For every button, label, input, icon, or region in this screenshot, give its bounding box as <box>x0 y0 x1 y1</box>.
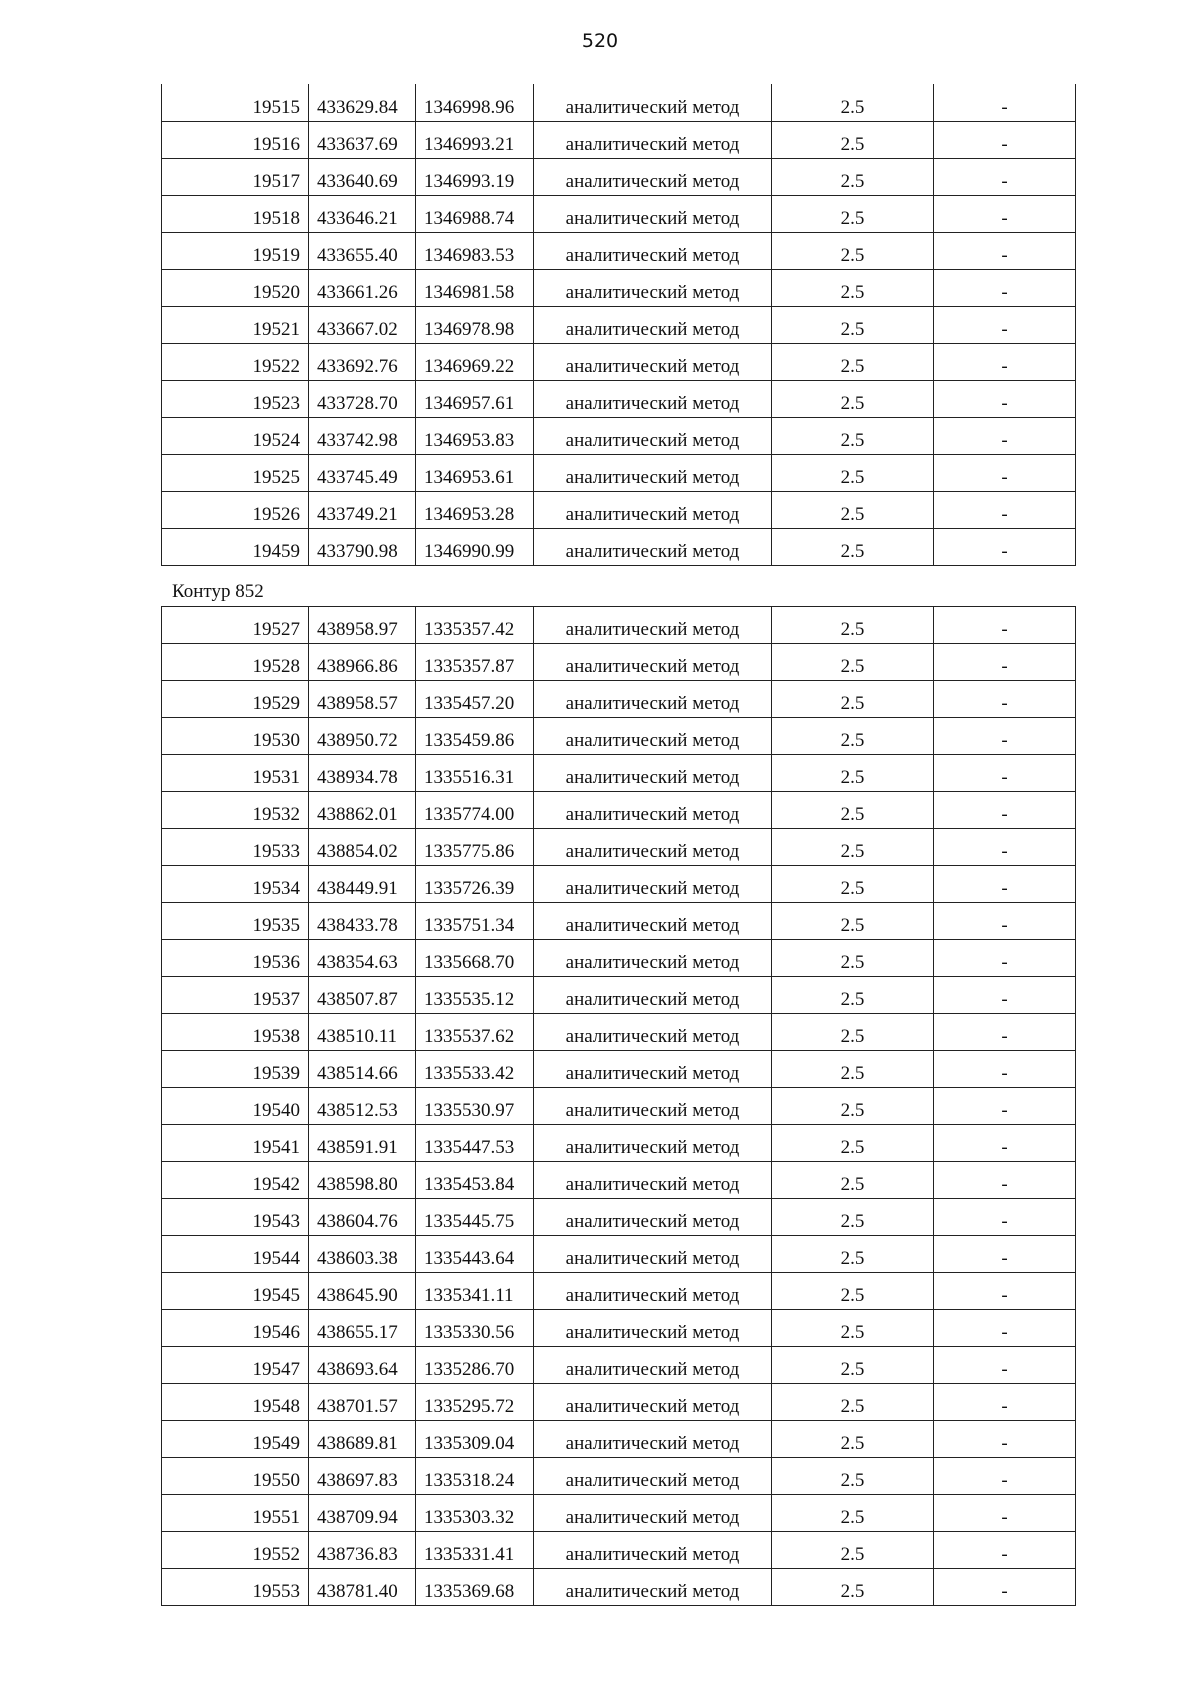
y-coordinate-cell: 1335330.56 <box>416 1310 534 1347</box>
x-coordinate-cell: 438709.94 <box>309 1495 416 1532</box>
x-coordinate-cell: 438603.38 <box>309 1236 416 1273</box>
x-coordinate-cell: 438781.40 <box>309 1569 416 1606</box>
method-cell: аналитический метод <box>534 718 772 755</box>
x-coordinate-cell: 433629.84 <box>309 84 416 121</box>
point-number-cell: 19546 <box>162 1310 309 1347</box>
y-coordinate-cell: 1346998.96 <box>416 84 534 121</box>
point-number-cell: 19539 <box>162 1051 309 1088</box>
accuracy-cell: 2.5 <box>772 343 934 380</box>
table-row <box>162 1125 1076 1162</box>
accuracy-cell: 2.5 <box>772 1236 934 1273</box>
coordinates-table-body <box>162 607 1076 1606</box>
point-number-cell: 19521 <box>162 306 309 343</box>
description-cell: - <box>934 1162 1076 1199</box>
x-coordinate-cell: 438854.02 <box>309 829 416 866</box>
coordinates-table-contour-852 <box>161 606 1076 1606</box>
table-row <box>162 158 1076 195</box>
accuracy-cell: 2.5 <box>772 903 934 940</box>
y-coordinate-cell: 1346953.61 <box>416 454 534 491</box>
point-number-cell: 19537 <box>162 977 309 1014</box>
x-coordinate-cell: 433692.76 <box>309 343 416 380</box>
point-number-cell: 19549 <box>162 1421 309 1458</box>
method-cell: аналитический метод <box>534 1125 772 1162</box>
method-cell: аналитический метод <box>534 1014 772 1051</box>
y-coordinate-cell: 1335533.42 <box>416 1051 534 1088</box>
accuracy-cell: 2.5 <box>772 306 934 343</box>
accuracy-cell: 2.5 <box>772 380 934 417</box>
y-coordinate-cell: 1335286.70 <box>416 1347 534 1384</box>
description-cell: - <box>934 866 1076 903</box>
x-coordinate-cell: 438701.57 <box>309 1384 416 1421</box>
method-cell: аналитический метод <box>534 84 772 121</box>
description-cell: - <box>934 829 1076 866</box>
point-number-cell: 19459 <box>162 528 309 565</box>
accuracy-cell: 2.5 <box>772 195 934 232</box>
description-cell: - <box>934 940 1076 977</box>
y-coordinate-cell: 1346993.21 <box>416 121 534 158</box>
method-cell: аналитический метод <box>534 681 772 718</box>
x-coordinate-cell: 438449.91 <box>309 866 416 903</box>
y-coordinate-cell: 1335357.42 <box>416 607 534 644</box>
y-coordinate-cell: 1335774.00 <box>416 792 534 829</box>
description-cell: - <box>934 755 1076 792</box>
accuracy-cell: 2.5 <box>772 1310 934 1347</box>
x-coordinate-cell: 438604.76 <box>309 1199 416 1236</box>
table-row <box>162 718 1076 755</box>
x-coordinate-cell: 438512.53 <box>309 1088 416 1125</box>
y-coordinate-cell: 1346978.98 <box>416 306 534 343</box>
table-row <box>162 755 1076 792</box>
table-row <box>162 1162 1076 1199</box>
table-row <box>162 195 1076 232</box>
y-coordinate-cell: 1335457.20 <box>416 681 534 718</box>
table-row <box>162 1051 1076 1088</box>
description-cell: - <box>934 380 1076 417</box>
method-cell: аналитический метод <box>534 644 772 681</box>
y-coordinate-cell: 1335309.04 <box>416 1421 534 1458</box>
description-cell: - <box>934 1421 1076 1458</box>
x-coordinate-cell: 433790.98 <box>309 528 416 565</box>
method-cell: аналитический метод <box>534 1088 772 1125</box>
table-row <box>162 1532 1076 1569</box>
y-coordinate-cell: 1346981.58 <box>416 269 534 306</box>
point-number-cell: 19547 <box>162 1347 309 1384</box>
x-coordinate-cell: 433661.26 <box>309 269 416 306</box>
method-cell: аналитический метод <box>534 1458 772 1495</box>
accuracy-cell: 2.5 <box>772 718 934 755</box>
description-cell: - <box>934 232 1076 269</box>
point-number-cell: 19523 <box>162 380 309 417</box>
x-coordinate-cell: 438645.90 <box>309 1273 416 1310</box>
table-row <box>162 1014 1076 1051</box>
accuracy-cell: 2.5 <box>772 1347 934 1384</box>
description-cell: - <box>934 1347 1076 1384</box>
method-cell: аналитический метод <box>534 232 772 269</box>
description-cell: - <box>934 1384 1076 1421</box>
table-row <box>162 454 1076 491</box>
y-coordinate-cell: 1346953.28 <box>416 491 534 528</box>
table-row <box>162 269 1076 306</box>
x-coordinate-cell: 433655.40 <box>309 232 416 269</box>
accuracy-cell: 2.5 <box>772 644 934 681</box>
method-cell: аналитический метод <box>534 940 772 977</box>
table-row <box>162 1310 1076 1347</box>
accuracy-cell: 2.5 <box>772 977 934 1014</box>
accuracy-cell: 2.5 <box>772 1051 934 1088</box>
x-coordinate-cell: 433640.69 <box>309 158 416 195</box>
method-cell: аналитический метод <box>534 607 772 644</box>
description-cell: - <box>934 1458 1076 1495</box>
method-cell: аналитический метод <box>534 1310 772 1347</box>
table-row <box>162 1384 1076 1421</box>
y-coordinate-cell: 1335443.64 <box>416 1236 534 1273</box>
y-coordinate-cell: 1346983.53 <box>416 232 534 269</box>
x-coordinate-cell: 438950.72 <box>309 718 416 755</box>
x-coordinate-cell: 433637.69 <box>309 121 416 158</box>
method-cell: аналитический метод <box>534 454 772 491</box>
description-cell: - <box>934 1014 1076 1051</box>
description-cell: - <box>934 644 1076 681</box>
y-coordinate-cell: 1335726.39 <box>416 866 534 903</box>
coordinates-table-continued <box>161 84 1076 566</box>
accuracy-cell: 2.5 <box>772 792 934 829</box>
accuracy-cell: 2.5 <box>772 755 934 792</box>
accuracy-cell: 2.5 <box>772 1384 934 1421</box>
accuracy-cell: 2.5 <box>772 1014 934 1051</box>
description-cell: - <box>934 269 1076 306</box>
table-row <box>162 343 1076 380</box>
method-cell: аналитический метод <box>534 1273 772 1310</box>
accuracy-cell: 2.5 <box>772 1569 934 1606</box>
x-coordinate-cell: 438689.81 <box>309 1421 416 1458</box>
description-cell: - <box>934 1532 1076 1569</box>
y-coordinate-cell: 1335445.75 <box>416 1199 534 1236</box>
description-cell: - <box>934 1051 1076 1088</box>
description-cell: - <box>934 607 1076 644</box>
table-row <box>162 903 1076 940</box>
method-cell: аналитический метод <box>534 1162 772 1199</box>
y-coordinate-cell: 1346969.22 <box>416 343 534 380</box>
table-row <box>162 306 1076 343</box>
accuracy-cell: 2.5 <box>772 84 934 121</box>
description-cell: - <box>934 977 1076 1014</box>
accuracy-cell: 2.5 <box>772 1421 934 1458</box>
y-coordinate-cell: 1335535.12 <box>416 977 534 1014</box>
point-number-cell: 19515 <box>162 84 309 121</box>
point-number-cell: 19535 <box>162 903 309 940</box>
description-cell: - <box>934 1199 1076 1236</box>
description-cell: - <box>934 528 1076 565</box>
x-coordinate-cell: 433646.21 <box>309 195 416 232</box>
point-number-cell: 19538 <box>162 1014 309 1051</box>
point-number-cell: 19544 <box>162 1236 309 1273</box>
point-number-cell: 19543 <box>162 1199 309 1236</box>
method-cell: аналитический метод <box>534 1495 772 1532</box>
x-coordinate-cell: 438934.78 <box>309 755 416 792</box>
method-cell: аналитический метод <box>534 1384 772 1421</box>
method-cell: аналитический метод <box>534 1421 772 1458</box>
point-number-cell: 19550 <box>162 1458 309 1495</box>
accuracy-cell: 2.5 <box>772 1162 934 1199</box>
y-coordinate-cell: 1335447.53 <box>416 1125 534 1162</box>
table-row <box>162 1199 1076 1236</box>
point-number-cell: 19536 <box>162 940 309 977</box>
y-coordinate-cell: 1346953.83 <box>416 417 534 454</box>
table-row <box>162 232 1076 269</box>
point-number-cell: 19542 <box>162 1162 309 1199</box>
method-cell: аналитический метод <box>534 829 772 866</box>
table-row <box>162 84 1076 121</box>
x-coordinate-cell: 433728.70 <box>309 380 416 417</box>
method-cell: аналитический метод <box>534 306 772 343</box>
table-row <box>162 1421 1076 1458</box>
method-cell: аналитический метод <box>534 380 772 417</box>
x-coordinate-cell: 438958.57 <box>309 681 416 718</box>
y-coordinate-cell: 1335516.31 <box>416 755 534 792</box>
method-cell: аналитический метод <box>534 1569 772 1606</box>
description-cell: - <box>934 454 1076 491</box>
accuracy-cell: 2.5 <box>772 681 934 718</box>
description-cell: - <box>934 1310 1076 1347</box>
point-number-cell: 19516 <box>162 121 309 158</box>
method-cell: аналитический метод <box>534 491 772 528</box>
table-row <box>162 644 1076 681</box>
method-cell: аналитический метод <box>534 343 772 380</box>
method-cell: аналитический метод <box>534 1199 772 1236</box>
table-row <box>162 380 1076 417</box>
y-coordinate-cell: 1346990.99 <box>416 528 534 565</box>
y-coordinate-cell: 1335668.70 <box>416 940 534 977</box>
x-coordinate-cell: 438655.17 <box>309 1310 416 1347</box>
table-row <box>162 681 1076 718</box>
point-number-cell: 19548 <box>162 1384 309 1421</box>
point-number-cell: 19522 <box>162 343 309 380</box>
description-cell: - <box>934 718 1076 755</box>
method-cell: аналитический метод <box>534 417 772 454</box>
point-number-cell: 19541 <box>162 1125 309 1162</box>
table-row <box>162 866 1076 903</box>
x-coordinate-cell: 433749.21 <box>309 491 416 528</box>
y-coordinate-cell: 1335775.86 <box>416 829 534 866</box>
description-cell: - <box>934 1088 1076 1125</box>
x-coordinate-cell: 438354.63 <box>309 940 416 977</box>
accuracy-cell: 2.5 <box>772 158 934 195</box>
point-number-cell: 19553 <box>162 1569 309 1606</box>
x-coordinate-cell: 438591.91 <box>309 1125 416 1162</box>
accuracy-cell: 2.5 <box>772 1088 934 1125</box>
x-coordinate-cell: 438598.80 <box>309 1162 416 1199</box>
accuracy-cell: 2.5 <box>772 829 934 866</box>
description-cell: - <box>934 1495 1076 1532</box>
contour-label: Контур 852 <box>172 581 264 602</box>
y-coordinate-cell: 1335295.72 <box>416 1384 534 1421</box>
x-coordinate-cell: 433742.98 <box>309 417 416 454</box>
accuracy-cell: 2.5 <box>772 232 934 269</box>
y-coordinate-cell: 1346993.19 <box>416 158 534 195</box>
description-cell: - <box>934 1569 1076 1606</box>
x-coordinate-cell: 438736.83 <box>309 1532 416 1569</box>
y-coordinate-cell: 1335331.41 <box>416 1532 534 1569</box>
x-coordinate-cell: 438514.66 <box>309 1051 416 1088</box>
x-coordinate-cell: 438862.01 <box>309 792 416 829</box>
method-cell: аналитический метод <box>534 1347 772 1384</box>
table-row <box>162 1569 1076 1606</box>
accuracy-cell: 2.5 <box>772 417 934 454</box>
point-number-cell: 19545 <box>162 1273 309 1310</box>
y-coordinate-cell: 1335318.24 <box>416 1458 534 1495</box>
description-cell: - <box>934 84 1076 121</box>
point-number-cell: 19520 <box>162 269 309 306</box>
accuracy-cell: 2.5 <box>772 454 934 491</box>
table-row <box>162 1236 1076 1273</box>
point-number-cell: 19526 <box>162 491 309 528</box>
table-row <box>162 121 1076 158</box>
method-cell: аналитический метод <box>534 195 772 232</box>
accuracy-cell: 2.5 <box>772 1125 934 1162</box>
description-cell: - <box>934 158 1076 195</box>
description-cell: - <box>934 343 1076 380</box>
y-coordinate-cell: 1335369.68 <box>416 1569 534 1606</box>
accuracy-cell: 2.5 <box>772 1199 934 1236</box>
point-number-cell: 19518 <box>162 195 309 232</box>
method-cell: аналитический метод <box>534 158 772 195</box>
page-number: 520 <box>581 30 619 52</box>
description-cell: - <box>934 792 1076 829</box>
point-number-cell: 19527 <box>162 607 309 644</box>
point-number-cell: 19524 <box>162 417 309 454</box>
accuracy-cell: 2.5 <box>772 528 934 565</box>
description-cell: - <box>934 1125 1076 1162</box>
y-coordinate-cell: 1335341.11 <box>416 1273 534 1310</box>
table-row <box>162 792 1076 829</box>
method-cell: аналитический метод <box>534 755 772 792</box>
description-cell: - <box>934 903 1076 940</box>
method-cell: аналитический метод <box>534 269 772 306</box>
point-number-cell: 19540 <box>162 1088 309 1125</box>
point-number-cell: 19552 <box>162 1532 309 1569</box>
x-coordinate-cell: 438507.87 <box>309 977 416 1014</box>
x-coordinate-cell: 438510.11 <box>309 1014 416 1051</box>
method-cell: аналитический метод <box>534 1051 772 1088</box>
point-number-cell: 19530 <box>162 718 309 755</box>
coordinates-table-body <box>162 84 1076 565</box>
accuracy-cell: 2.5 <box>772 940 934 977</box>
point-number-cell: 19517 <box>162 158 309 195</box>
point-number-cell: 19533 <box>162 829 309 866</box>
accuracy-cell: 2.5 <box>772 1495 934 1532</box>
description-cell: - <box>934 417 1076 454</box>
accuracy-cell: 2.5 <box>772 491 934 528</box>
accuracy-cell: 2.5 <box>772 1458 934 1495</box>
accuracy-cell: 2.5 <box>772 1273 934 1310</box>
method-cell: аналитический метод <box>534 792 772 829</box>
table-row <box>162 607 1076 644</box>
point-number-cell: 19534 <box>162 866 309 903</box>
point-number-cell: 19531 <box>162 755 309 792</box>
point-number-cell: 19532 <box>162 792 309 829</box>
x-coordinate-cell: 438693.64 <box>309 1347 416 1384</box>
y-coordinate-cell: 1335537.62 <box>416 1014 534 1051</box>
x-coordinate-cell: 433667.02 <box>309 306 416 343</box>
point-number-cell: 19528 <box>162 644 309 681</box>
table-row <box>162 1458 1076 1495</box>
method-cell: аналитический метод <box>534 528 772 565</box>
description-cell: - <box>934 491 1076 528</box>
description-cell: - <box>934 195 1076 232</box>
y-coordinate-cell: 1335751.34 <box>416 903 534 940</box>
accuracy-cell: 2.5 <box>772 121 934 158</box>
method-cell: аналитический метод <box>534 866 772 903</box>
table-row <box>162 829 1076 866</box>
accuracy-cell: 2.5 <box>772 269 934 306</box>
table-row <box>162 977 1076 1014</box>
y-coordinate-cell: 1335357.87 <box>416 644 534 681</box>
method-cell: аналитический метод <box>534 903 772 940</box>
x-coordinate-cell: 438958.97 <box>309 607 416 644</box>
y-coordinate-cell: 1335303.32 <box>416 1495 534 1532</box>
table-row <box>162 491 1076 528</box>
table-row <box>162 1088 1076 1125</box>
point-number-cell: 19529 <box>162 681 309 718</box>
x-coordinate-cell: 438966.86 <box>309 644 416 681</box>
y-coordinate-cell: 1346957.61 <box>416 380 534 417</box>
description-cell: - <box>934 306 1076 343</box>
y-coordinate-cell: 1335453.84 <box>416 1162 534 1199</box>
point-number-cell: 19525 <box>162 454 309 491</box>
point-number-cell: 19519 <box>162 232 309 269</box>
method-cell: аналитический метод <box>534 121 772 158</box>
accuracy-cell: 2.5 <box>772 1532 934 1569</box>
description-cell: - <box>934 1236 1076 1273</box>
x-coordinate-cell: 438433.78 <box>309 903 416 940</box>
table-row <box>162 528 1076 565</box>
table-row <box>162 940 1076 977</box>
method-cell: аналитический метод <box>534 1532 772 1569</box>
table-row <box>162 1495 1076 1532</box>
table-row <box>162 1273 1076 1310</box>
y-coordinate-cell: 1335459.86 <box>416 718 534 755</box>
x-coordinate-cell: 438697.83 <box>309 1458 416 1495</box>
method-cell: аналитический метод <box>534 1236 772 1273</box>
point-number-cell: 19551 <box>162 1495 309 1532</box>
y-coordinate-cell: 1335530.97 <box>416 1088 534 1125</box>
method-cell: аналитический метод <box>534 977 772 1014</box>
description-cell: - <box>934 121 1076 158</box>
table-row <box>162 1347 1076 1384</box>
accuracy-cell: 2.5 <box>772 866 934 903</box>
x-coordinate-cell: 433745.49 <box>309 454 416 491</box>
description-cell: - <box>934 681 1076 718</box>
description-cell: - <box>934 1273 1076 1310</box>
table-row <box>162 417 1076 454</box>
y-coordinate-cell: 1346988.74 <box>416 195 534 232</box>
accuracy-cell: 2.5 <box>772 607 934 644</box>
